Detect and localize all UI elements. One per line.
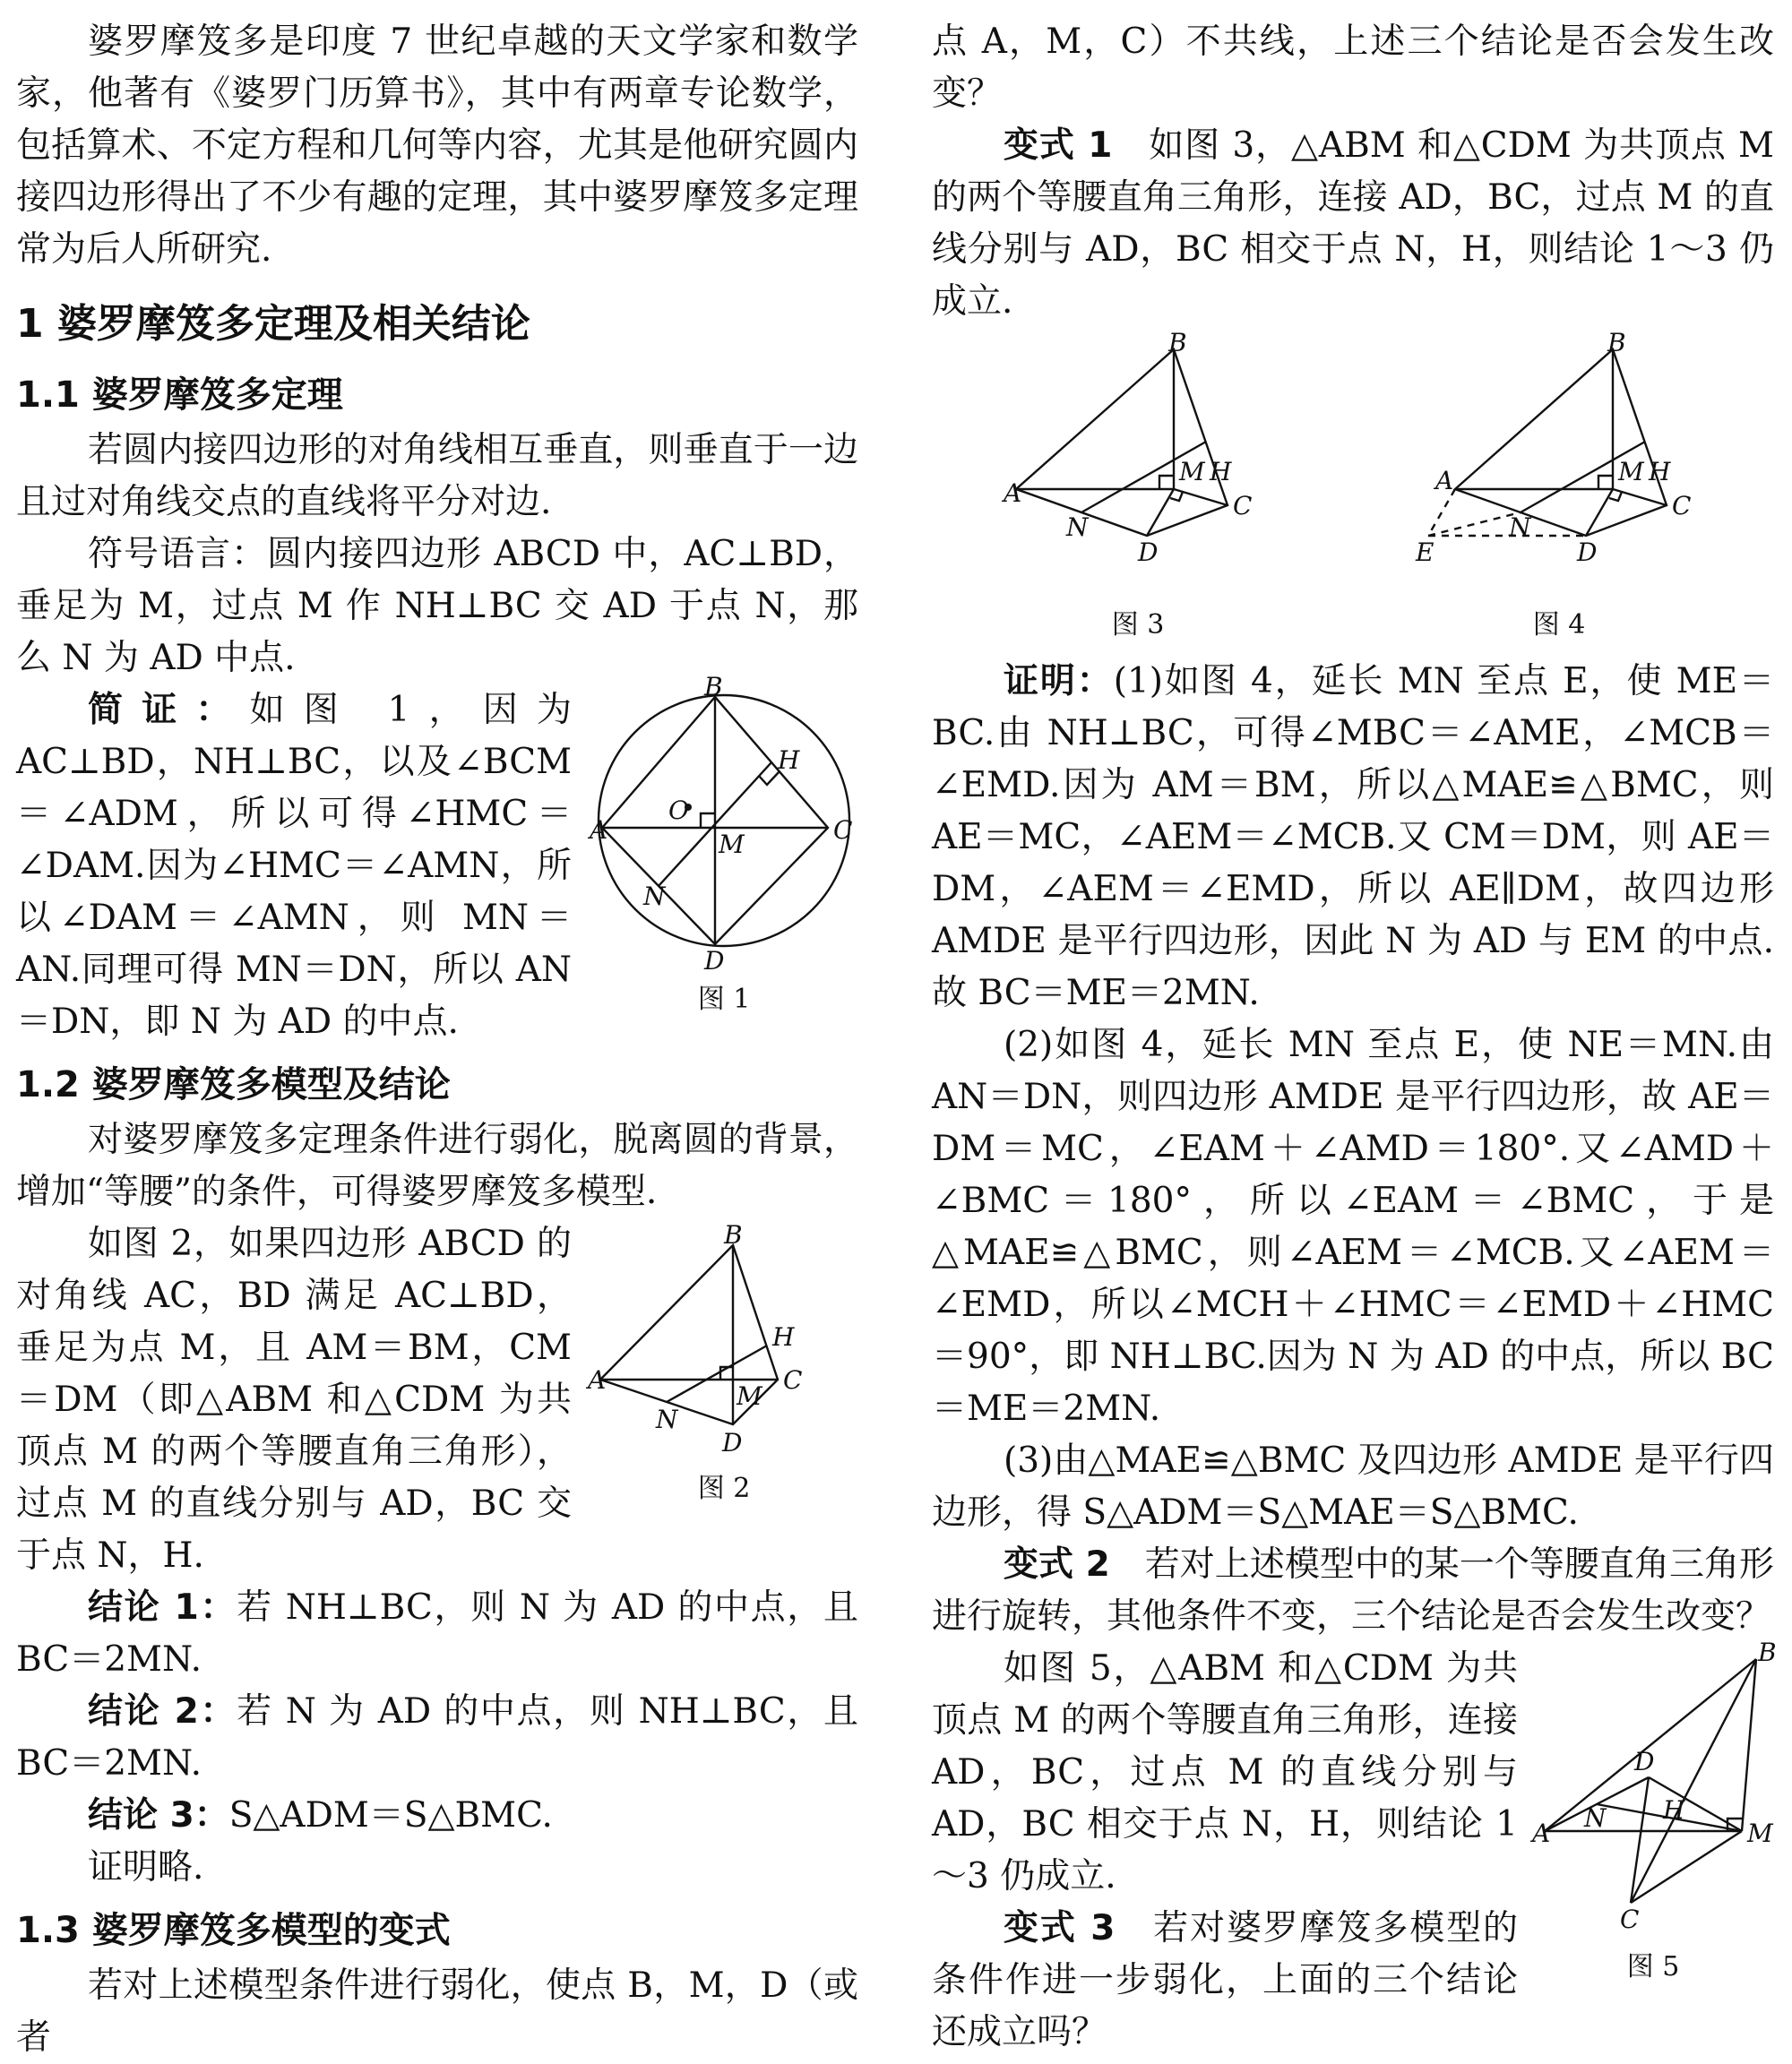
figure-2-caption: 图 2 — [697, 1473, 751, 1504]
label-c: C — [1233, 491, 1253, 520]
segment-ab — [1545, 1659, 1756, 1831]
label-b: B — [724, 1220, 743, 1250]
subsection-heading-1-1: 1.1 婆罗摩笈多定理 — [16, 374, 343, 416]
label-b: B — [1607, 328, 1626, 357]
label-b: B — [1758, 1638, 1777, 1667]
figure-5-diagram — [1532, 1638, 1777, 1948]
label-e: E — [1416, 538, 1434, 567]
conclusion-2 — [16, 1686, 858, 1790]
figure-1 — [590, 672, 858, 1018]
figure-1-diagram — [590, 672, 858, 980]
label-c: C — [1672, 491, 1692, 520]
label-h: H — [1663, 1795, 1685, 1825]
dashed-ae — [1428, 489, 1455, 536]
figure-4-diagram — [1416, 328, 1702, 606]
proof-part-3: (3)由△MAE≌△BMC 及四边形 AMDE 是平行四边形，得 S△ADM＝S△MAE＝S△BMC. — [932, 1440, 1774, 1533]
figure-5 — [1532, 1638, 1777, 1985]
label-n: N — [1509, 512, 1531, 542]
variant-intro-paragraph: 若对上述模型条件进行弱化，使点 B，M，D（或者 — [16, 1965, 858, 2058]
label-d: D — [1634, 1747, 1655, 1776]
variant-1-lead: 变式 1 — [1004, 125, 1113, 166]
label-d: D — [1138, 538, 1159, 567]
label-h: H — [1210, 457, 1232, 486]
label-a: A — [590, 815, 608, 845]
label-c: C — [783, 1365, 803, 1395]
conclusion-1-lead: 结论 1： — [88, 1587, 237, 1628]
label-h: H — [1649, 457, 1671, 486]
label-n: N — [643, 882, 666, 911]
figures-3-4-row — [932, 328, 1774, 643]
label-m: M — [719, 830, 745, 859]
figure-2 — [588, 1220, 858, 1507]
label-h: H — [772, 1322, 795, 1352]
label-n: N — [1066, 512, 1089, 542]
label-m: M — [1747, 1819, 1773, 1848]
variant-2-lead: 变式 2 — [1004, 1544, 1110, 1585]
model-with-figure-2 — [16, 1218, 858, 1582]
subsection-heading-1-2: 1.2 婆罗摩笈多模型及结论 — [16, 1064, 451, 1105]
label-d: D — [704, 946, 725, 976]
segment-md — [1586, 489, 1613, 536]
label-d: D — [1577, 538, 1598, 567]
proof-part-1 — [932, 656, 1774, 1019]
label-m: M — [1618, 457, 1644, 486]
segment-md — [1147, 489, 1174, 536]
proof-lead: 证明： — [1004, 661, 1114, 701]
figure-3-caption: 图 3 — [1111, 609, 1165, 641]
right-angle-m — [1598, 476, 1613, 489]
segment-cm — [1631, 1831, 1742, 1903]
label-n: N — [1584, 1803, 1607, 1833]
figure-1-caption: 图 1 — [697, 984, 751, 1015]
label-o: O — [668, 796, 689, 825]
conclusion-1-text: 若 NH⊥BC，则 N 为 AD 的中点，且 BC＝2MN. — [16, 1587, 858, 1680]
proof-omitted: 证明略. — [88, 1847, 204, 1888]
subsection-heading-1-3: 1.3 婆罗摩笈多模型的变式 — [16, 1910, 451, 1951]
conclusion-2-text: 若 N 为 AD 的中点，则 NH⊥BC，且 BC＝2MN. — [16, 1691, 858, 1784]
variant-2-paragraph — [932, 1539, 1774, 1643]
label-c: C — [1620, 1905, 1640, 1934]
variant-2-text: 若对上述模型中的某一个等腰直角三角形进行旋转，其他条件不变，三个结论是否会发生改变？ — [932, 1544, 1774, 1637]
section-heading-1: 1 婆罗摩笈多定理及相关结论 — [16, 301, 530, 347]
label-b: B — [704, 672, 723, 701]
label-d: D — [722, 1428, 743, 1458]
symbol-language-paragraph: 符号语言：圆内接四边形 ABCD 中，AC⊥BD，垂足为 M，过点 M 作 NH⊥BC 交 AD 于点 N，那么 N 为 AD 中点. — [16, 534, 858, 678]
weakening-paragraph: 对婆罗摩笈多定理条件进行弱化，脱离圆的背景，增加“等腰”的条件，可得婆罗摩笈多模型. — [16, 1120, 858, 1212]
figure-5-caption: 图 5 — [1626, 1951, 1680, 1982]
figure-2-diagram — [588, 1220, 858, 1469]
conclusion-1 — [16, 1582, 858, 1686]
figure-5-paragraph: 如图 5，△ABM 和△CDM 为共顶点 M 的两个等腰直角三角形，连接 AD，BC，过点 M 的直线分别与 AD，BC 相交于点 N，H，则结论 1～3 仍成立. — [932, 1648, 1518, 1896]
variant-3-lead: 变式 3 — [1004, 1908, 1116, 1948]
right-angle-m — [1159, 476, 1174, 489]
proof-part-1-text: (1)如图 4，延长 MN 至点 E，使 ME＝BC.由 NH⊥BC，可得∠MBC＝∠AME，∠MCB＝∠EMD.因为 AM＝BM，所以△MAE≌△BMC，则 AE＝MC，∠AEM＝∠MCB.又 CM＝DM，则 AE＝DM，∠AEM＝∠EMD，所以 AE∥DM，故四边形 AMDE 是平行四边形，因此 N 为 AD 与 EM 的中点.故 BC＝ME＝2MN. — [932, 661, 1774, 1013]
conclusion-3-text: S△ADM＝S△BMC. — [228, 1795, 553, 1836]
brief-proof-text: 如图 1，因为 AC⊥BD，NH⊥BC，以及∠BCM＝∠ADM，所以可得∠HMC＝∠DAM.因为∠HMC＝∠AMN，所以∠DAM＝∠AMN，则 MN＝AN.同理可得 MN＝DN，所以 AN＝DN，即 N 为 AD 的中点. — [16, 690, 572, 1042]
conclusion-3-lead: 结论 3： — [88, 1795, 229, 1836]
figure-3 — [1004, 328, 1272, 643]
label-c: C — [833, 815, 853, 845]
quadrilateral-abcd — [1016, 349, 1228, 536]
label-h: H — [778, 745, 800, 775]
quadrilateral-abcd — [1455, 349, 1667, 536]
label-a: A — [1004, 478, 1022, 508]
label-m: M — [737, 1381, 762, 1411]
label-a: A — [1532, 1819, 1551, 1848]
right-column — [932, 16, 1777, 2059]
label-a: A — [1435, 466, 1454, 495]
figure-4-caption: 图 4 — [1532, 609, 1586, 641]
model-paragraph: 如图 2，如果四边形 ABCD 的对角线 AC，BD 满足 AC⊥BD，垂足为点 M，且 AM＝BM，CM＝DM（即△ABM 和△CDM 为共顶点 M 的两个等腰直角三角形），过点 M 的直线分别与 AD，BC 交于点 N，H. — [16, 1224, 572, 1576]
theorem-paragraph: 若圆内接四边形的对角线相互垂直，则垂直于一边且过对角线交点的直线将平分对边. — [16, 430, 858, 522]
label-n: N — [656, 1405, 678, 1434]
segment-cb — [1631, 1659, 1756, 1903]
circumcircle — [599, 695, 849, 946]
label-a: A — [588, 1365, 607, 1395]
dashed-en — [1428, 512, 1521, 536]
intro-paragraph: 婆罗摩笈多是印度 7 世纪卓越的天文学家和数学家，他著有《婆罗门历算书》，其中有两章专论数学，包括算术、不定方程和几何等内容，尤其是他研究圆内接四边形得出了不少有趣的定理，其中婆罗摩笈多定理常为后人所研究. — [16, 22, 858, 270]
conclusion-2-lead: 结论 2： — [88, 1691, 237, 1732]
label-b: B — [1168, 328, 1187, 357]
figure-5-block — [932, 1638, 1777, 2059]
continued-paragraph: 点 A，M，C）不共线，上述三个结论是否会发生改变？ — [932, 22, 1774, 114]
proof-part-2: (2)如图 4，延长 MN 至点 E，使 NE＝MN.由 AN＝DN，则四边形 AMDE 是平行四边形，故 AE＝DM＝MC，∠EAM＋∠AMD＝180°.又∠AMD＋∠BMC＝180°，所以∠EAM＝∠BMC，于是△MAE≌△BMC，则∠AEM＝∠MCB.又∠AEM＝∠EMD，所以∠MCH＋∠HMC＝∠EMD＋∠HMC＝90°，即 NH⊥BC.因为 N 为 AD 的中点，所以 BC＝ME＝2MN. — [932, 1025, 1774, 1429]
figure-4 — [1416, 328, 1702, 643]
proof-with-figure-1 — [16, 672, 858, 1048]
variant-1-text: 如图 3，△ABM 和△CDM 为共顶点 M 的两个等腰直角三角形，连接 AD，BC，过点 M 的直线分别与 AD，BC 相交于点 N，H，则结论 1～3 仍成立. — [932, 125, 1775, 322]
left-column — [16, 16, 858, 2064]
conclusion-3 — [16, 1790, 858, 1842]
label-m: M — [1179, 457, 1205, 486]
figure-3-diagram — [1004, 328, 1272, 606]
variant-3-text: 若对婆罗摩笈多模型的条件作进一步弱化，上面的三个结论还成立吗？ — [932, 1908, 1518, 2052]
variant-1-paragraph — [932, 120, 1774, 328]
brief-proof-lead: 简证： — [88, 690, 250, 730]
